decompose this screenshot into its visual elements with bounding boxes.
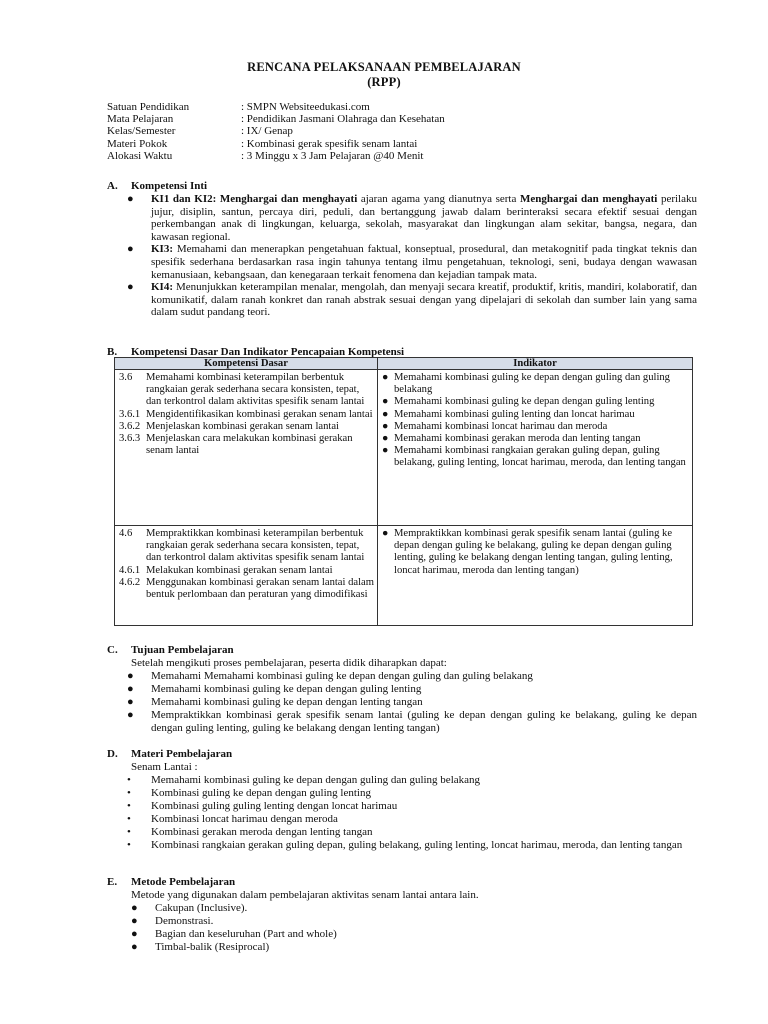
indicator-item: ● Memahami kombinasi guling ke depan dengan guling lenting	[382, 396, 655, 408]
meta-value: : Pendidikan Jasmani Olahraga dan Kesehatan	[241, 113, 445, 126]
section-title: Kompetensi Inti	[131, 180, 208, 192]
list-item: • Memahami kombinasi guling ke depan dengan guling dan guling belakang	[127, 774, 481, 786]
document-subtitle: (RPP)	[367, 75, 401, 89]
bullet-icon: ●	[127, 683, 134, 695]
bullet-icon: ●	[127, 193, 134, 205]
bullet-icon: ●	[131, 928, 138, 940]
ki-text: perilaku jujur, disiplin, santun, percaya diri, peduli, dan bertanggung jawab dalam berinteraksi secara efektif sesuai dengan perkembangan anak di lingkungan, keluarga, sekolah, masyarakat dan lingkungan alam sekitar, bangsa, negara, dan kawasan regional.	[151, 193, 697, 243]
section-a-heading	[107, 180, 207, 193]
bullet-icon: ●	[127, 709, 134, 721]
kd-item: 4.6.2 Menggunakan kombinasi gerakan senam lantai dalam bentuk perlombaan dan peraturan yang dimodifikasi	[119, 576, 374, 601]
document-title: RENCANA PELAKSANAAN PEMBELAJARAN	[247, 60, 521, 74]
indicator-cell	[378, 370, 693, 526]
list-item: ● Bagian dan keseluruhan (Part and whole)	[131, 928, 337, 940]
meta-key: Materi Pokok	[107, 137, 168, 150]
meta-value: : Kombinasi gerak spesifik senam lantai	[241, 137, 418, 150]
bullet-icon: ●	[382, 420, 389, 432]
table-header: Indikator	[378, 358, 693, 370]
section-e-heading	[107, 876, 235, 889]
section-d-heading	[107, 748, 232, 761]
kd-item: 3.6.1 Mengidentifikasikan kombinasi gerakan senam lantai	[119, 408, 373, 420]
meta-row	[107, 101, 445, 113]
bullet-icon: ●	[382, 396, 389, 408]
bullet-icon: ●	[127, 281, 134, 294]
section-title: Tujuan Pembelajaran	[131, 644, 234, 656]
table-row	[115, 370, 693, 526]
section-title: Metode Pembelajaran	[131, 876, 236, 888]
meta-row	[107, 138, 445, 150]
meta-value: : SMPN Websiteedukasi.com	[241, 101, 370, 113]
meta-value: : IX/ Genap	[241, 125, 293, 138]
section-e-intro: Metode yang digunakan dalam pembelajaran aktivitas senam lantai antara lain.	[131, 889, 479, 901]
list-item: ● Memahami kombinasi guling ke depan dengan lenting tangan	[127, 696, 423, 708]
bullet-icon: ●	[382, 372, 389, 383]
section-c-heading	[107, 644, 234, 657]
list-item: ● Memahami kombinasi guling ke depan dengan guling lenting	[127, 683, 422, 695]
meta-key: Satuan Pendidikan	[107, 101, 190, 113]
meta-row	[107, 150, 445, 162]
indicator-item: ● Memahami kombinasi loncat harimau dan meroda	[382, 420, 608, 432]
bullet-icon: •	[127, 787, 131, 799]
indicator-item: ● Mempraktikkan kombinasi gerak spesifik senam lantai (guling ke depan dengan guling ke belakang, guling ke depan dengan guling lenting, guling ke belakang dengan lenting tangan, guling lenting, loncat harimau, meroda dan lenting tangan)	[382, 528, 673, 576]
bullet-icon: •	[127, 813, 131, 825]
objectives-list	[127, 670, 697, 735]
list-item: • Kombinasi guling guling lenting dengan loncat harimau	[127, 800, 398, 812]
ki-text: Menunjukkan keterampilan menalar, mengolah, dan menyaji secara kreatif, produktif, kritis, mandiri, kolaboratif, dan komunikatif, dalam ranah konkret dan ranah abstrak sesuai dengan yang dipelajari di sekolah dan sumber lain yang sama dalam sudut pandang teori.	[151, 281, 697, 319]
materials-list	[127, 774, 697, 852]
list-item: • Kombinasi guling ke depan dengan guling lenting	[127, 787, 371, 799]
bullet-icon: ●	[127, 243, 134, 256]
meta-key: Kelas/Semester	[107, 125, 176, 138]
ki-text: ajaran agama yang dianutnya serta	[357, 193, 520, 205]
kd-item: 3.6.3 Menjelaskan cara melakukan kombinasi gerakan senam lantai	[119, 433, 353, 457]
kd-item: 3.6.2 Menjelaskan kombinasi gerakan senam lantai	[119, 420, 339, 432]
ki-text: Memahami dan menerapkan pengetahuan faktual, konseptual, prosedural, dan metakognitif pada tingkat teknis dan spesifik sederhana berdasarkan rasa ingin tahunya tentang ilmu pengetahuan, teknologi, seni, budaya dengan wawasan kemanusiaan, kebangsaan, dan kenegaraan terkait fenomena dan kejadian tampak mata.	[151, 243, 697, 281]
list-item: ● Mempraktikkan kombinasi gerak spesifik senam lantai (guling ke depan dengan guling ke belakang, guling ke depan dengan guling lenting, guling ke belakang dengan lenting tangan)	[127, 709, 697, 734]
bullet-icon: •	[127, 839, 131, 851]
section-d-intro: Senam Lantai :	[131, 761, 198, 773]
section-letter: E.	[107, 876, 118, 888]
indicator-item: ● Memahami kombinasi gerakan meroda dan lenting tangan	[382, 433, 641, 445]
indicator-item: ● Memahami kombinasi guling lenting dan loncat harimau	[382, 408, 635, 420]
section-title: Kompetensi Dasar Dan Indikator Pencapaian Kompetensi	[131, 346, 405, 358]
list-item: ● Memahami Memahami kombinasi guling ke depan dengan guling dan guling belakang	[127, 670, 533, 682]
list-item: • Kombinasi rangkaian gerakan guling depan, guling belakang, guling lenting, loncat harimau, meroda, dan lenting tangan	[127, 839, 683, 851]
bullet-icon: ●	[127, 670, 134, 682]
bullet-icon: •	[127, 826, 131, 838]
bullet-icon: ●	[131, 915, 138, 927]
bullet-icon: ●	[382, 445, 389, 457]
identity-block	[107, 101, 445, 162]
list-item: ● Timbal-balik (Resiprocal)	[131, 941, 270, 953]
section-c-intro: Setelah mengikuti proses pembelajaran, peserta didik diharapkan dapat:	[131, 657, 447, 669]
list-item: ● Cakupan (Inclusive).	[131, 902, 248, 914]
ki-list	[127, 193, 697, 319]
bullet-icon: ●	[382, 528, 389, 539]
kd-item: 4.6.1 Melakukan kombinasi gerakan senam lantai	[119, 564, 333, 576]
list-item: ● Demonstrasi.	[131, 915, 214, 927]
list-item	[127, 243, 697, 281]
indicator-item: ● Memahami kombinasi rangkaian gerakan guling depan, guling belakang, guling lenting, loncat harimau, meroda, dan lenting tangan	[382, 445, 686, 469]
list-item: • Kombinasi gerakan meroda dengan lenting tangan	[127, 826, 373, 838]
kd-cell	[115, 370, 378, 526]
bullet-icon: •	[127, 774, 131, 786]
indicator-cell	[378, 526, 693, 626]
kd-item: 3.6 Memahami kombinasi keterampilan berbentuk rangkaian gerak sederhana secara konsisten, tepat, dan terkontrol dalam aktivitas spesifik senam lantai	[119, 372, 365, 408]
section-letter: D.	[107, 748, 118, 760]
bullet-icon: •	[127, 800, 131, 812]
kd-cell	[115, 526, 378, 626]
methods-list	[131, 902, 697, 954]
ki-label: KI1 dan KI2:	[151, 193, 217, 205]
section-letter: B.	[107, 346, 118, 358]
meta-row	[107, 113, 445, 125]
kd-indicator-table	[114, 357, 693, 626]
meta-key: Alokasi Waktu	[107, 149, 173, 162]
bullet-icon: ●	[131, 902, 138, 914]
indicator-item: ● Memahami kombinasi guling ke depan dengan guling dan guling belakang	[382, 372, 670, 396]
section-letter: C.	[107, 644, 118, 656]
ki-emphasis: Menghargai dan menghayati	[519, 193, 658, 205]
meta-value: : 3 Minggu x 3 Jam Pelajaran @40 Menit	[241, 149, 424, 162]
table-row	[115, 526, 693, 626]
meta-key: Mata Pelajaran	[107, 113, 174, 126]
ki-label: KI3:	[151, 243, 173, 256]
bullet-icon: ●	[382, 433, 389, 445]
table-header: Kompetensi Dasar	[115, 358, 378, 370]
section-letter: A.	[107, 180, 118, 192]
list-item	[127, 193, 697, 243]
list-item	[127, 281, 697, 319]
section-title: Materi Pembelajaran	[131, 748, 233, 760]
ki-emphasis: Menghargai dan menghayati	[219, 193, 358, 205]
list-item: • Kombinasi loncat harimau dengan meroda	[127, 813, 338, 825]
bullet-icon: ●	[382, 408, 389, 420]
ki-label: KI4:	[151, 281, 173, 294]
kd-item: 4.6 Mempraktikkan kombinasi keterampilan berbentuk rangkaian gerak sederhana secara konsisten, tepat, dan terkontrol dalam aktivitas spesifik senam lantai	[119, 528, 365, 564]
meta-row	[107, 125, 445, 137]
bullet-icon: ●	[127, 696, 134, 708]
bullet-icon: ●	[131, 941, 138, 953]
